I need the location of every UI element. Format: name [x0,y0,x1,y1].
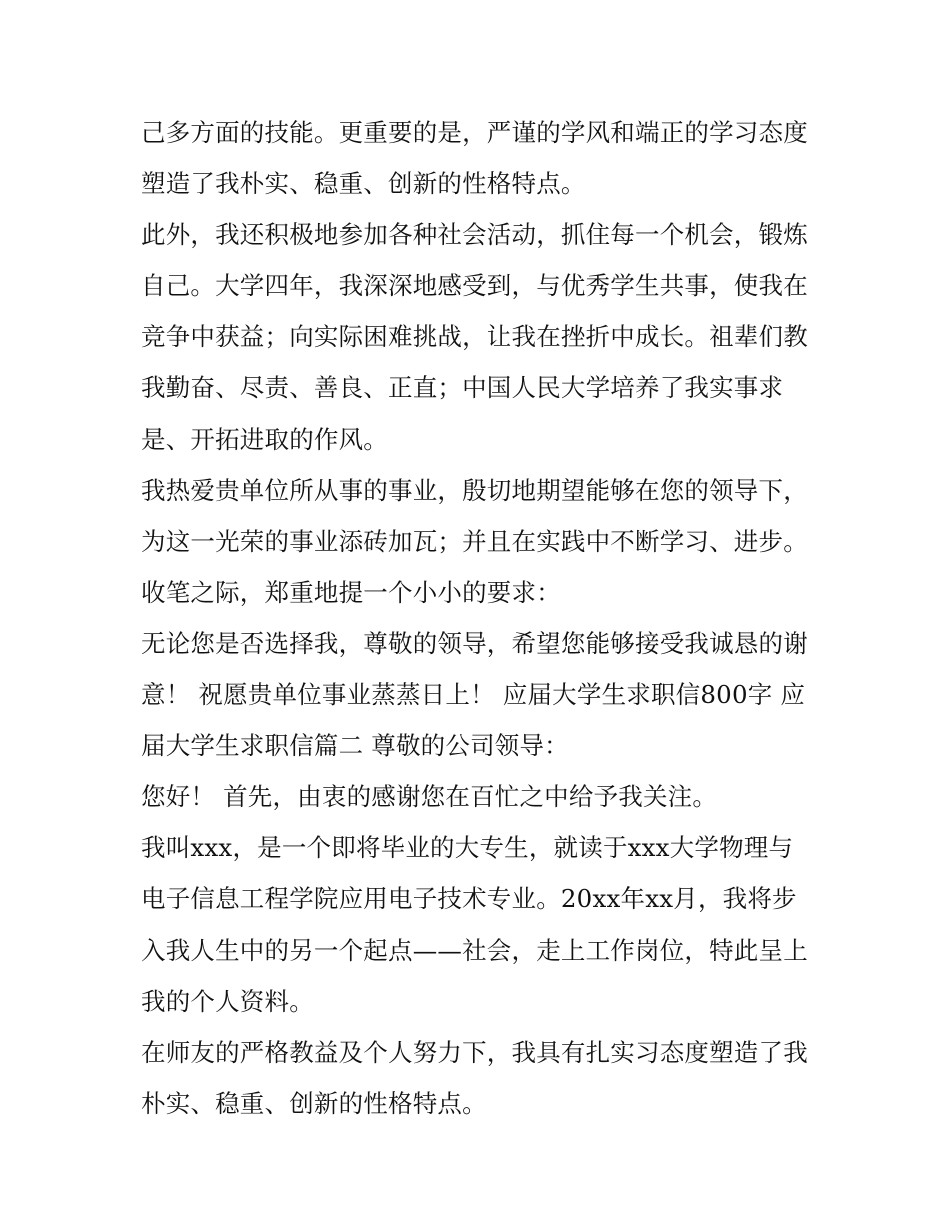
text-line: 朴实、稳重、创新的性格特点。 [141,1088,487,1118]
text-line: 收笔之际，郑重地提一个小小的要求： [141,577,561,607]
text-line: 为这一光荣的事业添砖加瓦；并且在实践中不断学习、进步。 [141,526,808,556]
text-line: 意！ 祝愿贵单位事业蒸蒸日上！ 应届大学生求职信800字 应 [141,680,806,710]
text-line: 己多方面的技能。更重要的是，严谨的学风和端正的学习态度 [141,118,808,147]
text-line: 是、开拓进取的作风。 [141,424,388,454]
text-line: 自己。大学四年，我深深地感受到，与优秀学生共事，使我在 [141,271,808,301]
text-line: 入我人生中的另一个起点——社会，走上工作岗位，特此呈上 [141,935,808,965]
body-text [141,107,821,1129]
text-line: 我叫xxx，是一个即将毕业的大专生，就读于xxx大学物理与 [141,833,794,863]
text-line: 无论您是否选择我，尊敬的领导，希望您能够接受我诚恳的谢 [141,628,808,658]
text-line: 塑造了我朴实、稳重、创新的性格特点。 [141,169,586,199]
text-line: 电子信息工程学院应用电子技术专业。20xx年xx月，我将步 [141,884,797,914]
text-line: 在师友的严格教益及个人努力下，我具有扎实习态度塑造了我 [141,1037,808,1067]
text-line: 我勤奋、尽责、善良、正直；中国人民大学培养了我实事求 [141,373,784,403]
text-line: 我热爱贵单位所从事的事业，殷切地期望能够在您的领导下， [141,475,808,505]
text-line: 竞争中获益；向实际困难挑战，让我在挫折中成长。祖辈们教 [141,322,808,352]
text-line: 此外，我还积极地参加各种社会活动，抓住每一个机会，锻炼 [141,220,808,250]
text-line: 我的个人资料。 [141,986,314,1016]
text-line: 您好！ 首先，由衷的感谢您在百忙之中给予我关注。 [141,782,718,812]
text-line: 届大学生求职信篇二 尊敬的公司领导： [141,731,569,761]
